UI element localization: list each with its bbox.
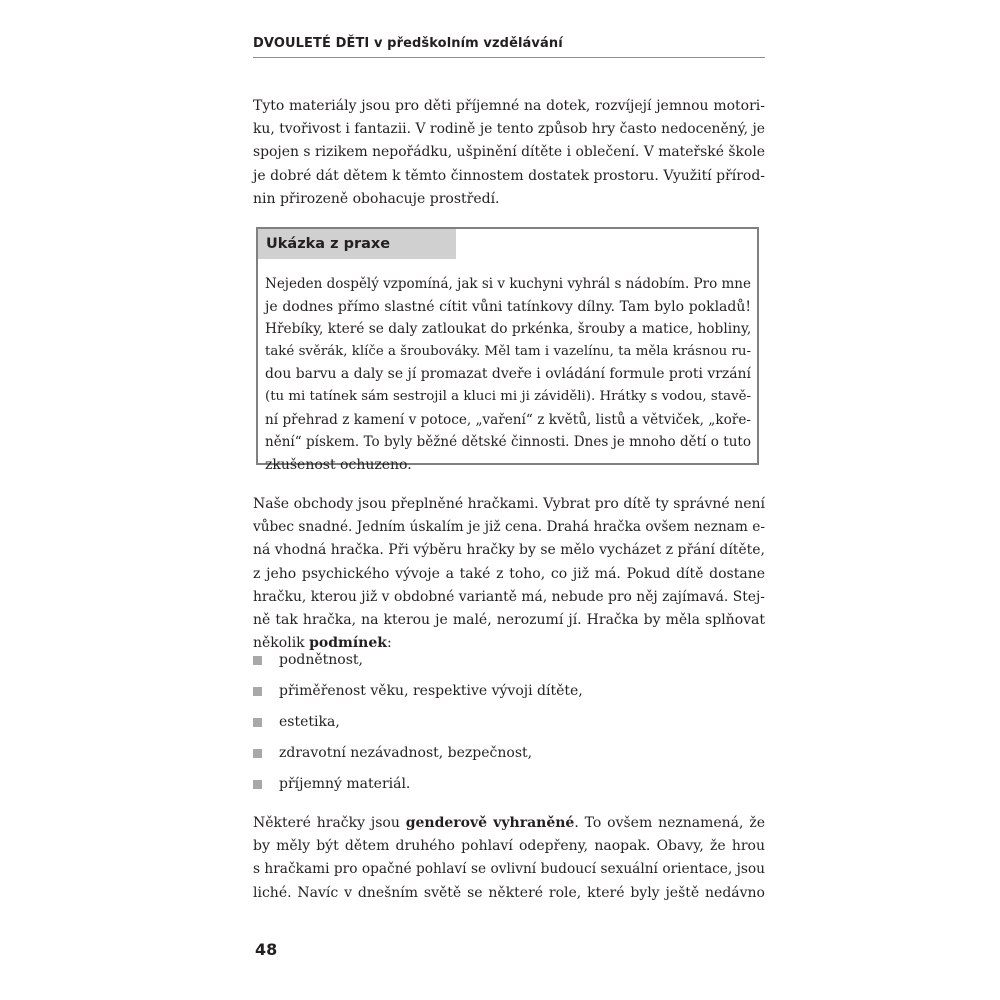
text-fragment: . To ovšem neznamená, že — [574, 815, 765, 831]
list-item — [253, 738, 765, 769]
practice-example-box — [256, 227, 759, 473]
text-line: vůbec snadné. Jedním úskalím je již cena. Drahá hračka ovšem neznam e- — [253, 519, 765, 536]
square-bullet-icon — [253, 656, 262, 665]
list-item — [253, 707, 765, 738]
book-page — [253, 0, 765, 1000]
list-item — [253, 676, 765, 707]
practice-box-label: Ukázka z praxe — [258, 229, 456, 259]
text-line: ná vhodná hračka. Při výběru hračky by se mělo vycházet z přání dítěte, — [253, 542, 765, 559]
text-line: Nejeden dospělý vzpomíná, jak si v kuchyni vyhrál s nádobím. Pro mne — [265, 276, 751, 292]
text-line: je dobré dát dětem k těmto činnostem dostatek prostoru. Využití přírod- — [253, 167, 765, 184]
text-line: Hřebíky, které se daly zatloukat do prkénka, šrouby a matice, hobliny, — [265, 321, 752, 338]
text-line: také svěrák, klíče a šroubováky. Měl tam i vazelínu, ta měla krásnou ru- — [265, 343, 751, 359]
text-line: ně tak hračka, na kterou je malé, nerozumí jí. Hračka by měla splňovat — [253, 612, 765, 629]
square-bullet-icon — [253, 780, 262, 789]
text-line: nin přirozeně obohacuje prostředí. — [253, 190, 500, 207]
text-line: ní přehrad z kamení v potoce, „vaření“ z květů, listů a větviček, „koře- — [265, 411, 751, 428]
text-line: nění“ pískem. To byly běžné dětské činnosti. Dnes je mnoho dětí o tuto — [265, 434, 751, 451]
text-line: spojen s rizikem nepořádku, ušpinění dítěte i oblečení. V mateřské škole — [253, 144, 765, 161]
running-head-rest: v předškolním vzdělávání — [369, 36, 563, 51]
intro-paragraph — [253, 95, 765, 211]
text-line: z jeho psychického vývoje a také z toho, co již má. Pokud dítě dostane — [253, 565, 765, 582]
list-item-text: zdravotní nezávadnost, bezpečnost, — [279, 745, 533, 761]
practice-box-text — [265, 273, 751, 476]
gender-paragraph — [253, 812, 765, 905]
text-line: (tu mi tatínek sám sestrojil a kluci mi ji záviděli). Hrátky s vodou, stavě- — [265, 388, 751, 404]
list-item — [253, 769, 765, 800]
shops-paragraph — [253, 493, 765, 655]
text-line: zkušenost ochuzeno. — [265, 456, 412, 473]
list-item-text: podnětnost, — [279, 652, 363, 668]
text-line: Naše obchody jsou přeplněné hračkami. Vybrat pro dítě ty správné není — [253, 496, 765, 512]
text-line: je dodnes přímo slastné cítit vůni tatínkovy dílny. Tam bylo pokladů! — [265, 298, 751, 315]
text-fragment: několik — [253, 635, 310, 652]
square-bullet-icon — [253, 749, 262, 758]
list-item-text: estetika, — [279, 714, 340, 730]
text-line: dou barvu a daly se jí promazat dveře i ovládání formule proti vrzání — [265, 366, 751, 383]
gender-term: genderově vyhraněné — [405, 815, 575, 831]
square-bullet-icon — [253, 718, 262, 727]
text-line: liché. Navíc v dnešním světě se některé role, které byly ještě nedávno — [253, 884, 765, 901]
list-item-text: přiměřenost věku, respektive vývoji dítěte, — [279, 683, 583, 699]
conditions-term: podmínek — [309, 635, 387, 652]
text-line — [253, 812, 765, 835]
list-item-text: příjemný materiál. — [279, 776, 411, 792]
running-head — [253, 36, 563, 51]
page-number: 48 — [255, 940, 278, 959]
running-head-bold: DVOULETÉ DĚTI — [253, 36, 370, 51]
square-bullet-icon — [253, 687, 262, 696]
text-line: Tyto materiály jsou pro děti příjemné na dotek, rozvíjejí jemnou motori- — [253, 98, 765, 114]
text-line: hračku, kterou již v obdobné variantě má, nebude pro něj zajímavá. Stej- — [253, 588, 765, 605]
text-line: ku, tvořivost i fantazii. V rodině je tento způsob hry často nedoceněný, je — [253, 121, 765, 138]
text-fragment: Některé hračky jsou — [253, 815, 406, 831]
text-line: by měly být dětem druhého pohlaví odepřeny, naopak. Obavy, že hrou — [253, 838, 765, 855]
conditions-list — [253, 645, 765, 800]
list-item — [253, 645, 765, 676]
text-fragment: : — [386, 635, 392, 652]
header-rule — [253, 57, 765, 58]
text-line: s hračkami pro opačné pohlaví se ovlivní budoucí sexuální orientace, jsou — [253, 861, 765, 878]
